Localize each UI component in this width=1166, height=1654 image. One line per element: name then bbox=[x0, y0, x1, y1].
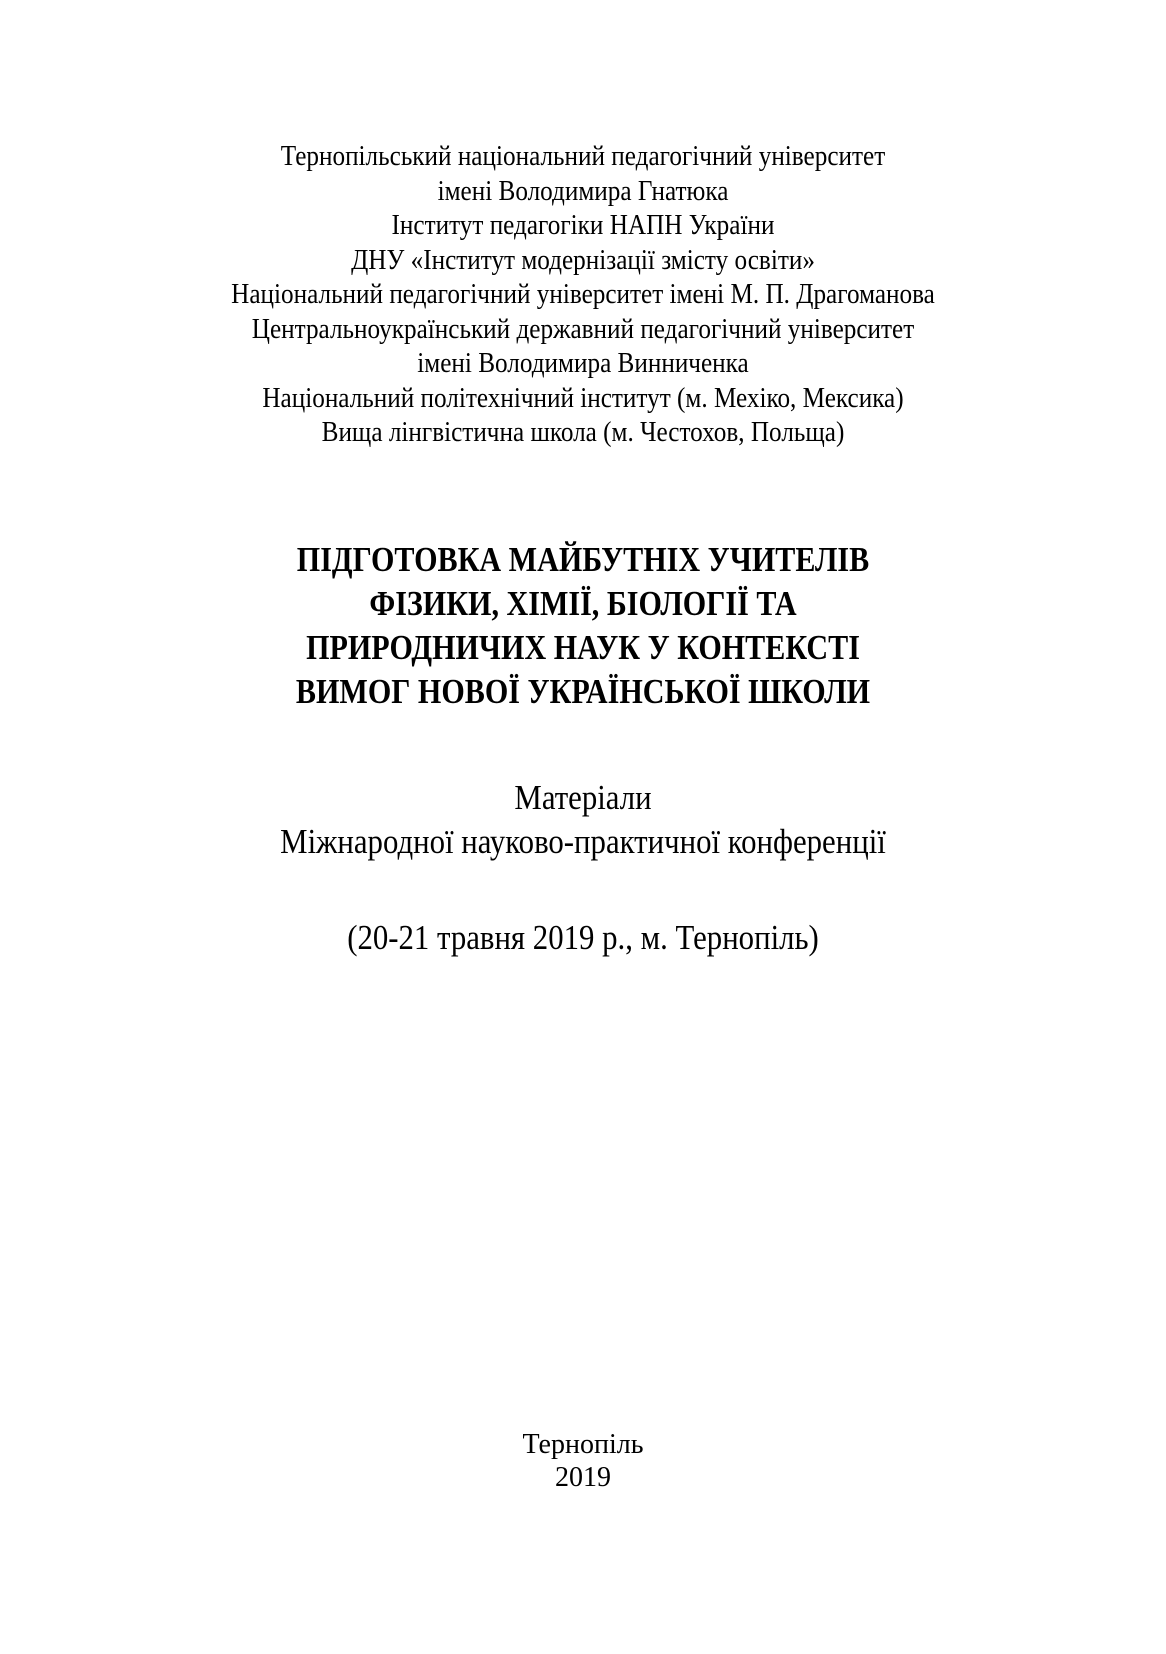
imprint-year: 2019 bbox=[555, 1462, 611, 1493]
organizer-line: Національний політехнічний інститут (м. Мехіко, Мексика) bbox=[262, 382, 904, 414]
organizer-line: ДНУ «Інститут модернізації змісту освіти» bbox=[351, 244, 815, 276]
organizer-line: імені Володимира Винниченка bbox=[417, 348, 749, 379]
organizers-list bbox=[58, 140, 1107, 451]
imprint-city: Тернопіль bbox=[522, 1429, 644, 1460]
organizer-line: Інститут педагогіки НАПН України bbox=[391, 210, 775, 241]
organizer-line: Національний педагогічний університет імені М. П. Драгоманова bbox=[231, 279, 935, 310]
document-subtitle bbox=[70, 776, 1096, 864]
imprint bbox=[0, 1428, 1166, 1494]
subtitle-line: Міжнародної науково-практичної конференції bbox=[280, 822, 886, 861]
organizer-line: Вища лінгвістична школа (м. Честохов, Польща) bbox=[321, 417, 845, 448]
organizer-line: імені Володимира Гнатюка bbox=[437, 175, 729, 207]
title-line: ВИМОГ НОВОЇ УКРАЇНСЬКОЇ ШКОЛИ bbox=[295, 672, 871, 711]
title-line: ПІДГОТОВКА МАЙБУТНІХ УЧИТЕЛІВ bbox=[296, 540, 870, 579]
title-line: ФІЗИКИ, ХІМІЇ, БІОЛОГІЇ ТА bbox=[369, 584, 797, 623]
document-title bbox=[82, 538, 1085, 714]
title-line: ПРИРОДНИЧИХ НАУК У КОНТЕКСТІ bbox=[306, 628, 860, 667]
subtitle-line: Матеріали bbox=[514, 778, 652, 817]
conference-dates: (20-21 травня 2019 р., м. Тернопіль) bbox=[347, 918, 819, 957]
organizer-line: Центральноукраїнський державний педагогічний університет bbox=[251, 313, 915, 345]
organizer-line: Тернопільський національний педагогічний університет bbox=[280, 141, 886, 172]
